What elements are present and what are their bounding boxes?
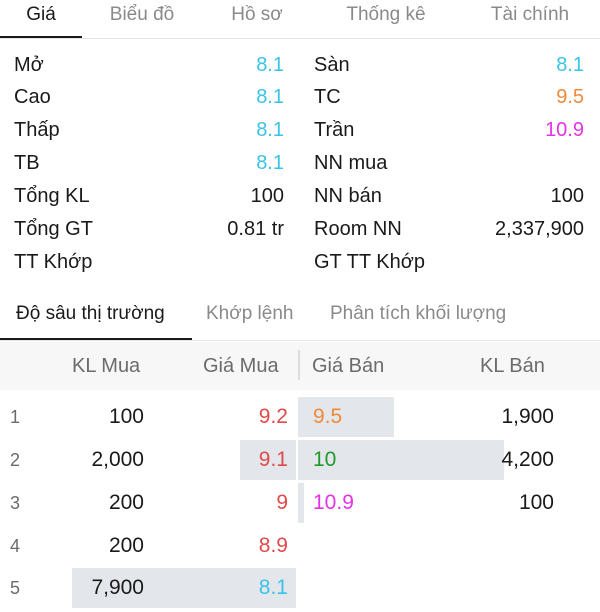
row-divider xyxy=(298,397,304,437)
sell-volume: 1,900 xyxy=(501,405,554,428)
depth-row xyxy=(0,568,600,612)
col-header-gia-ban: Giá Bán xyxy=(312,355,385,377)
stat-label: TB xyxy=(14,152,40,174)
stat-row-tong-kl xyxy=(0,179,600,211)
stat-value: 8.1 xyxy=(256,152,284,174)
stat-label: Tổng GT xyxy=(14,218,93,240)
tab-thong-ke[interactable]: Thống kê xyxy=(346,4,426,25)
buy-price[interactable]: 8.1 xyxy=(258,576,288,599)
stat-row-cao xyxy=(0,80,600,112)
stat-row-tong-gt xyxy=(0,212,600,244)
col-header-kl-ban: KL Bán xyxy=(480,355,545,377)
stat-value: 8.1 xyxy=(556,54,584,76)
row-divider xyxy=(298,483,304,523)
top-tab-bar xyxy=(0,0,600,39)
buy-price[interactable]: 9.2 xyxy=(258,405,288,428)
col-header-kl-mua: KL Mua xyxy=(72,355,141,377)
row-divider xyxy=(298,440,304,480)
buy-volume: 100 xyxy=(108,405,144,428)
stat-label: Room NN xyxy=(314,218,402,240)
buy-volume: 7,900 xyxy=(91,576,144,599)
row-index: 5 xyxy=(10,578,21,598)
stat-label: Cao xyxy=(14,86,51,108)
stat-value: 8.1 xyxy=(256,119,284,141)
depth-tab-bar xyxy=(0,292,600,341)
stat-row-tb xyxy=(0,146,600,178)
col-header-gia-mua: Giá Mua xyxy=(203,355,279,377)
tab-do-sau-thi-truong[interactable]: Độ sâu thị trường xyxy=(0,292,192,340)
stat-row-mo xyxy=(0,48,600,80)
stat-label: TC xyxy=(314,86,341,108)
row-index: 1 xyxy=(10,407,21,427)
row-index: 4 xyxy=(10,536,21,556)
buy-price[interactable]: 9 xyxy=(276,491,288,514)
stat-label: GT TT Khớp xyxy=(314,251,425,273)
tab-gia[interactable]: Giá xyxy=(0,0,82,38)
stat-value: 100 xyxy=(550,185,584,207)
stat-value: 8.1 xyxy=(256,86,284,108)
depth-row xyxy=(0,440,600,484)
stat-value: 9.5 xyxy=(556,86,584,108)
stat-label: Tổng KL xyxy=(14,185,90,207)
sell-volume: 100 xyxy=(518,491,554,514)
stat-label: NN bán xyxy=(314,185,382,207)
stat-label: NN mua xyxy=(314,152,388,174)
stat-value: 2,337,900 xyxy=(495,218,584,240)
depth-row xyxy=(0,397,600,441)
depth-row xyxy=(0,483,600,527)
column-divider xyxy=(298,350,300,380)
stat-value: 0.81 tr xyxy=(227,218,284,240)
stat-label: Trần xyxy=(314,119,355,141)
buy-volume: 200 xyxy=(108,491,144,514)
sell-price[interactable]: 9.5 xyxy=(313,405,343,428)
stat-label: Mở xyxy=(14,54,44,76)
buy-price[interactable]: 8.9 xyxy=(258,534,288,557)
stat-label: Thấp xyxy=(14,119,60,141)
row-index: 2 xyxy=(10,450,21,470)
stat-label: Sàn xyxy=(314,54,350,76)
buy-volume: 2,000 xyxy=(91,448,144,471)
row-index: 3 xyxy=(10,493,21,513)
sell-volume: 4,200 xyxy=(501,448,554,471)
buy-price[interactable]: 9.1 xyxy=(258,448,288,471)
stat-value: 100 xyxy=(250,185,284,207)
stat-row-tt-khop xyxy=(0,245,600,277)
tab-ho-so[interactable]: Hồ sơ xyxy=(231,4,283,25)
depth-table-header xyxy=(0,342,600,390)
tab-bieu-do[interactable]: Biểu đồ xyxy=(109,4,175,25)
tab-phan-tich-khoi-luong[interactable]: Phân tích khối lượng xyxy=(330,303,507,324)
sell-price[interactable]: 10.9 xyxy=(313,491,354,514)
tab-tai-chinh[interactable]: Tài chính xyxy=(490,4,570,25)
stat-label: TT Khớp xyxy=(14,251,93,273)
stat-value: 8.1 xyxy=(256,54,284,76)
tab-khop-lenh[interactable]: Khớp lệnh xyxy=(206,303,294,324)
stat-value: 10.9 xyxy=(545,119,584,141)
stat-row-thap xyxy=(0,113,600,145)
buy-volume: 200 xyxy=(108,534,144,557)
sell-price[interactable]: 10 xyxy=(313,448,337,471)
depth-row xyxy=(0,526,600,570)
